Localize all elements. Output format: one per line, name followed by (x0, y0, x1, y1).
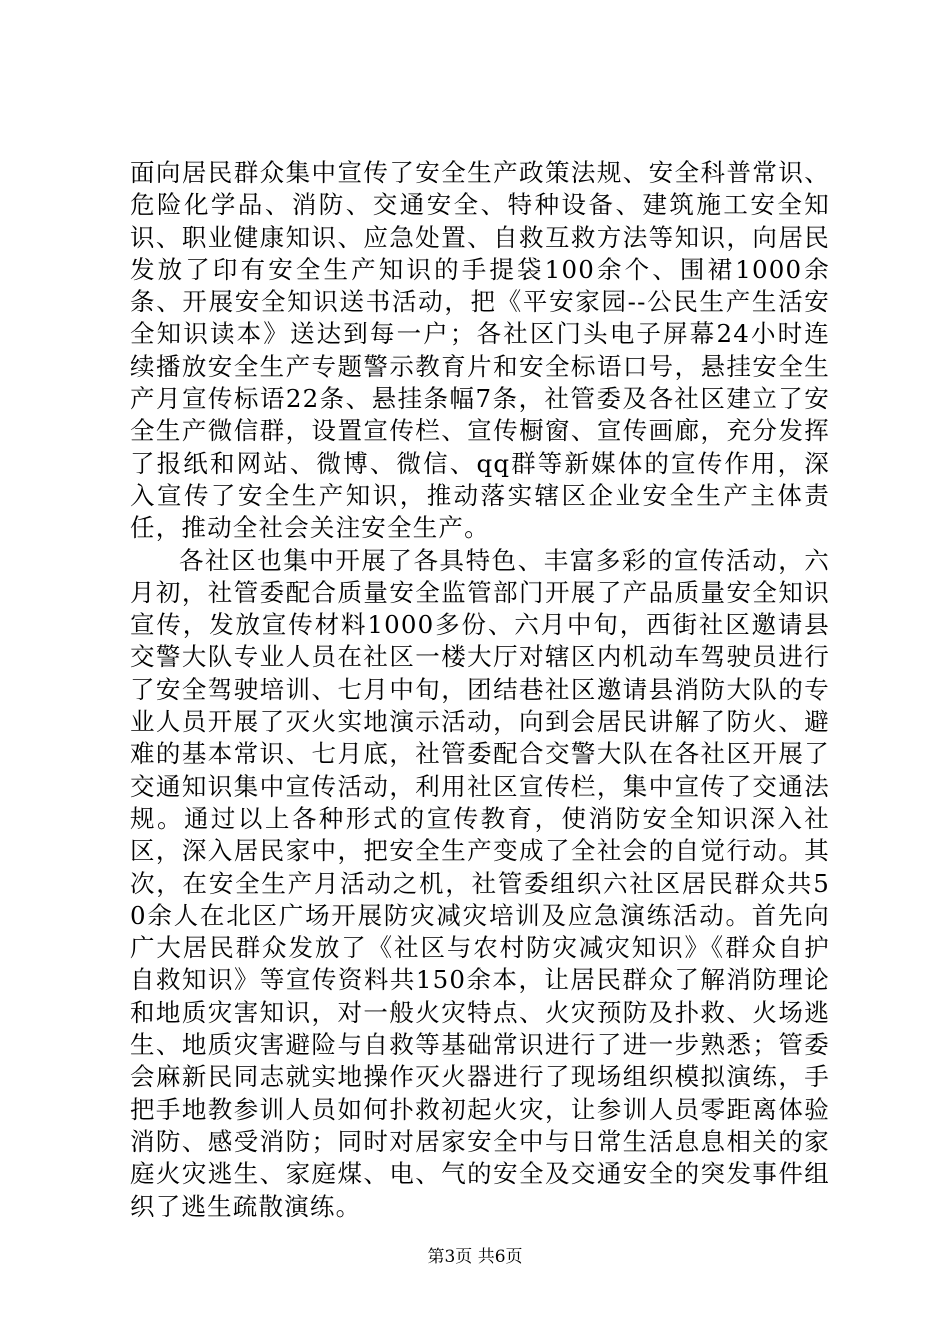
paragraph-1: 面向居民群众集中宣传了安全生产政策法规、安全科普常识、危险化学品、消防、交通安全、特种设备、建筑施工安全知识、职业健康知识、应急处置、自救互救方法等知识，向居民发放了印有安全生产知识的手提袋100余个、围裙1000余条、开展安全知识送书活动，把《平安家园--公民生产生活安全知识读本》送达到每一户；各社区门头电子屏幕24小时连续播放安全生产专题警示教育片和安全标语口号，悬挂安全生产月宣传标语22条、悬挂条幅7条，社管委及各社区建立了安全生产微信群，设置宣传栏、宣传橱窗、宣传画廊，充分发挥了报纸和网站、微博、微信、qq群等新媒体的宣传作用，深入宣传了安全生产知识，推动落实辖区企业安全生产主体责任，推动全社会关注安全生产。 (130, 158, 830, 543)
page-footer: 第3页 共6页 (427, 1247, 523, 1267)
document-body (130, 157, 830, 1223)
paragraph-2: 各社区也集中开展了各具特色、丰富多彩的宣传活动，六月初，社管委配合质量安全监管部门开展了产品质量安全知识宣传，发放宣传材料1000多份、六月中旬，西街社区邀请县交警大队专业人员在社区一楼大厅对辖区内机动车驾驶员进行了安全驾驶培训、七月中旬，团结巷社区邀请县消防大队的专业人员开展了灭火实地演示活动，向到会居民讲解了防火、避难的基本常识、七月底，社管委配合交警大队在各社区开展了交通知识集中宣传活动，利用社区宣传栏，集中宣传了交通法规。通过以上各种形式的宣传教育，使消防安全知识深入社区，深入居民家中，把安全生产变成了全社会的自觉行动。其次，在安全生产月活动之机，社管委组织六社区居民群众共50余人在北区广场开展防灾减灾培训及应急演练活动。首先向广大居民群众发放了《社区与农村防灾减灾知识》《群众自护自救知识》等宣传资料共150余本，让居民群众了解消防理论和地质灾害知识，对一般火灾特点、火灾预防及扑救、火场逃生、地质灾害避险与自救等基础常识进行了进一步熟悉；管委会麻新民同志就实地操作灭火器进行了现场组织模拟演练，手把手地教参训人员如何扑救初起火灾，让参训人员零距离体验消防、感受消防；同时对居家安全中与日常生活息息相关的家庭火灾逃生、家庭煤、电、气的安全及交通安全的突发事件组织了逃生疏散演练。 (130, 545, 830, 1221)
